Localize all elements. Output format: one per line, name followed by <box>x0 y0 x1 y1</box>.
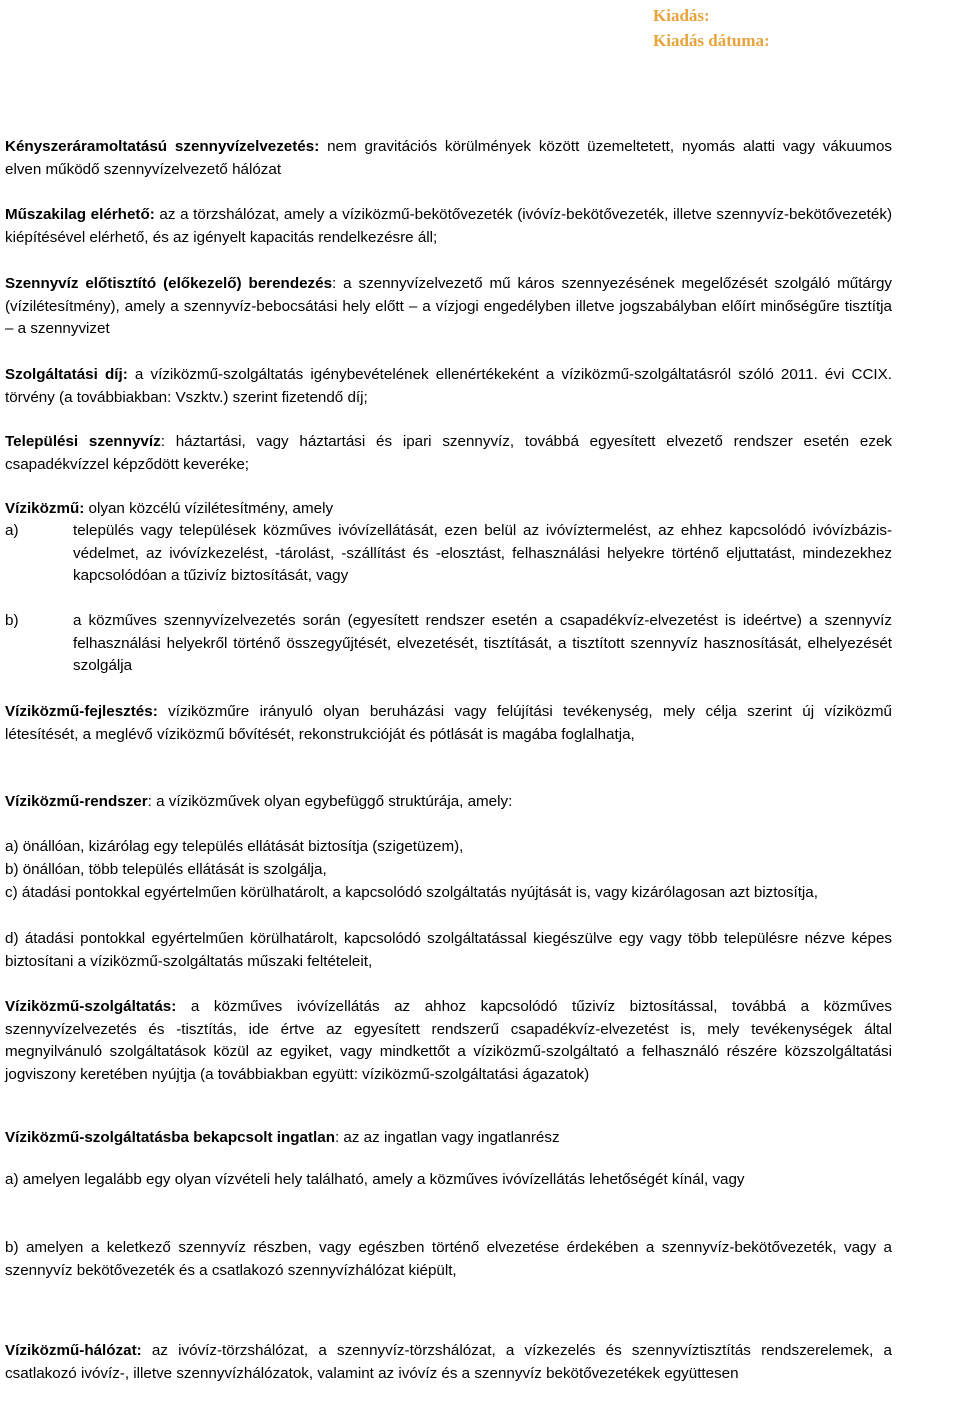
list-item: c) átadási pontokkal egyértelműen körülhatárolt, a kapcsolódó szolgáltatás nyújtását is, vagy kizárólagosan azt biztosítja, <box>5 884 818 901</box>
definition-term: Víziközmű-szolgáltatás: <box>5 998 177 1015</box>
definition-text: víziközműre irányuló olyan beruházási vagy felújítási tevékenység, mely célja szerint új víziközmű létesítését, a meglévő víziközmű bővítését, rekonstrukcióját és pótlását is magába foglalhatja, <box>5 703 892 743</box>
definition-paragraph <box>5 364 892 409</box>
list-item-text: település vagy települések közműves ivóvízellátását, ezen belül az ivóvíztermelést, az ehhez kapcsolódó ivóvízbázis-védelmet, az ivóvízkezelést, -tárolást, -szállítást és -elosztást, felhasználási helyekre történő eljuttatást, mindezekhez kapcsolódóan a tűzivíz biztosítását, vagy <box>73 522 892 585</box>
edition-date-label: Kiadás dátuma: <box>653 31 770 50</box>
edition-label: Kiadás: <box>653 6 710 25</box>
list-item: d) átadási pontokkal egyértelműen körülhatárolt, kapcsolódó szolgáltatással kiegészülve egy vagy több településre nézve képes biztosítani a víziközmű-szolgáltatás műszaki feltételeit, <box>5 930 892 970</box>
definition-text: a közműves ivóvízellátás az ahhoz kapcsolódó tűzivíz biztosítással, továbbá a közműves szennyvízelvezetés és -tisztítás, ide értve az egyesített rendszerű csapadékvíz-elvezetést is, mely tevékenységek által megnyilvánuló szolgáltatások közül az egyiket, vagy mindkettőt a víziközmű-szolgáltató a felhasználó részére közszolgáltatási jogviszony keretében nyújtja (a továbbiakban együtt: víziközmű-szolgáltatási ágazatok) <box>5 998 892 1083</box>
document-header <box>0 0 960 84</box>
page-count-line <box>653 58 818 78</box>
company-name-line3: Művek Zrt. <box>31 58 117 77</box>
company-name-line2: Csatornázási <box>26 31 122 50</box>
list-item: a) amelyen legalább egy olyan vízvételi hely található, amely a közműves ivóvízellátás lehetőségét kínál, vagy <box>5 1171 745 1188</box>
definition-paragraph <box>5 791 892 814</box>
definition-text: : az az ingatlan vagy ingatlanrész <box>334 1129 560 1146</box>
document-code: VSZ-40/2015. <box>350 17 449 36</box>
definition-paragraph <box>5 431 892 476</box>
document-title: ÜZLETSZABÁLYZAT <box>314 44 485 63</box>
definition-term: Víziközmű-fejlesztés: <box>5 703 158 720</box>
definition-term: Víziközmű-szolgáltatásba bekapcsolt ingatlan <box>5 1129 335 1146</box>
definition-term: Kényszeráramoltatású szennyvízelvezetés: <box>5 138 320 155</box>
edition-line <box>653 6 735 26</box>
definition-text: : a szennyvízelvezető mű káros szennyezésének megelőzését szolgáló műtárgy (vízilétesítmény), amely a szennyvíz-bebocsátási hely előtt – a vízjogi engedélyben illetve jogszabályban előírt minőségűre tisztítja – a szennyvizet <box>5 275 892 338</box>
edition-date-line <box>653 31 855 51</box>
page-count-value: 11/128 <box>771 58 818 77</box>
definition-text: az a törzshálózat, amely a víziközmű-bekötővezeték (ivóvíz-bekötővezeték, illetve szennyvíz-bekötővezeték) kiépítésével elérhető, és az igényelt kapacitás rendelkezésre áll; <box>5 206 892 246</box>
definition-term: Települési szennyvíz <box>5 433 161 450</box>
header-edition-cell <box>651 0 960 84</box>
definition-term: Műszakilag elérhető: <box>5 206 155 223</box>
edition-date-value: 2015.12.08. <box>773 31 855 50</box>
list-item: b) önállóan, több település ellátását is szolgálja, <box>5 861 327 878</box>
definition-text: : a víziközművek olyan egybefüggő struktúrája, amely: <box>147 793 513 810</box>
definition-paragraph <box>5 204 892 249</box>
list-item-label: b) <box>5 612 19 629</box>
definition-term: Szennyvíz előtisztító (előkezelő) berendezés <box>5 275 333 292</box>
list-item-label: a) <box>5 522 19 539</box>
company-name-line1: Fővárosi <box>42 6 106 25</box>
list-item: b) amelyen a keletkező szennyvíz részben, vagy egészben történő elvezetése érdekében a szennyvíz-bekötővezeték, vagy a szennyvíz bekötővezeték és a csatlakozó szennyvízhálózat kiépült, <box>5 1239 892 1279</box>
definition-paragraph <box>5 1340 892 1385</box>
definition-paragraph <box>5 498 892 521</box>
definition-text: nem gravitációs körülmények között üzemeltetett, nyomás alatti vagy vákuumos elven működő szennyvízelvezető hálózat <box>5 138 892 178</box>
definition-term: Víziközmű-hálózat: <box>5 1342 142 1359</box>
list-item-text: a közműves szennyvízelvezetés során (egyesített rendszer esetén a csapadékvíz-elvezetést is ideértve) a szennyvíz felhasználási helyekről történő összegyűjtését, elvezetését, tisztítását, a tisztított szennyvíz hasznosítását, elhelyezését szolgálja <box>73 612 892 675</box>
definition-term: Szolgáltatási díj: <box>5 366 128 383</box>
definition-paragraph <box>5 701 892 746</box>
definition-text: a víziközmű-szolgáltatás igénybevételének ellenértékeként a víziközmű-szolgáltatásról szóló 2011. évi CCIX. törvény (a továbbiakban: Vszktv.) szerint fizetendő díj; <box>5 366 892 406</box>
definition-text: az ivóvíz-törzshálózat, a szennyvíz-törzshálózat, a vízkezelés és szennyvíztisztítás rendszerelemek, a csatlakozó ivóvíz-, illetve szennyvízhálózatok, valamint az ivóvíz és a szennyvíz bekötővezetékek együttesen <box>5 1342 892 1382</box>
page-count-label: Oldalak száma: <box>653 58 767 77</box>
definition-term: Víziközmű: <box>5 500 85 517</box>
definition-paragraph <box>5 136 892 181</box>
definition-paragraph <box>5 273 892 341</box>
header-company-cell <box>0 0 148 84</box>
definition-paragraph <box>5 996 892 1086</box>
edition-value: 2.0 <box>713 6 736 25</box>
header-title-cell <box>150 0 649 84</box>
definition-paragraph <box>5 1127 892 1150</box>
definition-term: Víziközmű-rendszer <box>5 793 148 810</box>
definition-text: : háztartási, vagy háztartási és ipari szennyvíz, továbbá egyesített elvezető rendszer esetén ezek csapadékvízzel képződött keveréke; <box>5 433 892 473</box>
definition-text: olyan közcélú vízilétesítmény, amely <box>84 500 334 517</box>
list-item: a) önállóan, kizárólag egy település ellátását biztosítja (szigetüzem), <box>5 838 464 855</box>
